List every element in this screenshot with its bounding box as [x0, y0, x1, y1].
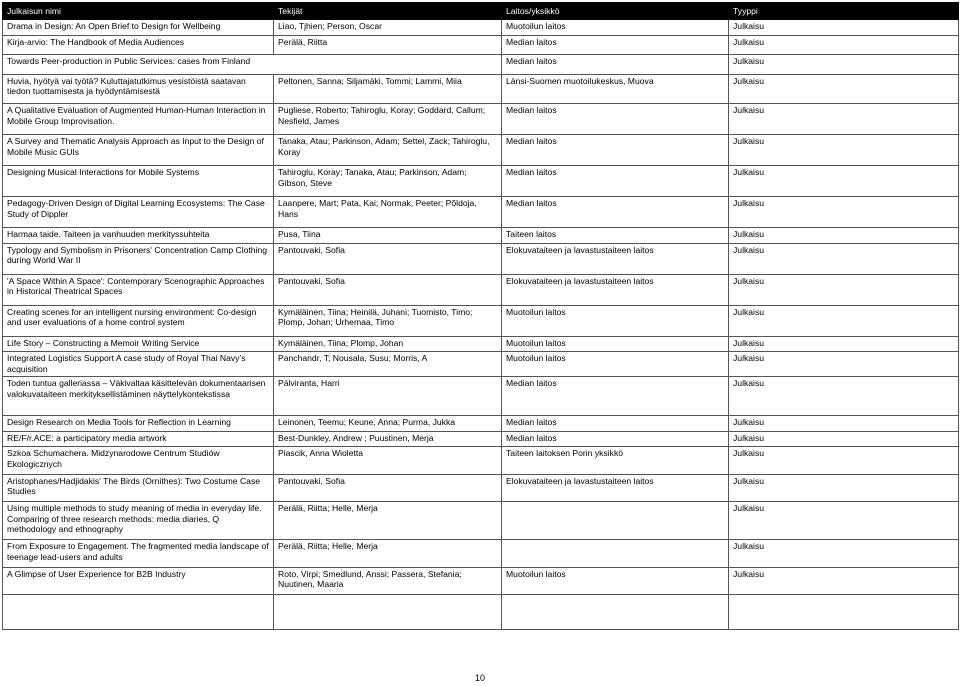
cell-authors: Liao, Tjhien; Person, Oscar [274, 20, 502, 36]
page-number: 10 [474, 673, 485, 683]
cell-authors: Tahiroglu, Koray; Tanaka, Atau; Parkinson, Adam; Gibson, Steve [274, 166, 502, 197]
empty-cell [502, 595, 729, 630]
cell-type: Julkaisu [729, 274, 959, 305]
cell-type: Julkaisu [729, 305, 959, 336]
cell-title: Typology and Symbolism in Prisoners' Concentration Camp Clothing during World War II [3, 243, 274, 274]
table-row [3, 35, 959, 55]
cell-title: Harmaa taide. Taiteen ja vanhuuden merkityssuhteita [3, 228, 274, 244]
cell-authors: Kymäläinen, Tiina; Plomp, Johan [274, 336, 502, 352]
table-row [3, 567, 959, 595]
table-row [3, 540, 959, 568]
table-row [3, 305, 959, 336]
cell-type: Julkaisu [729, 166, 959, 197]
cell-type: Julkaisu [729, 243, 959, 274]
cell-authors: Perälä, Riitta; Helle, Merja [274, 502, 502, 540]
table-row [3, 416, 959, 432]
cell-unit [502, 502, 729, 540]
table-row [3, 243, 959, 274]
cell-title: A Survey and Thematic Analysis Approach as Input to the Design of Mobile Music GUIs [3, 135, 274, 166]
cell-type: Julkaisu [729, 540, 959, 568]
table-row [3, 431, 959, 447]
cell-type: Julkaisu [729, 228, 959, 244]
cell-title: A Qualitative Evaluation of Augmented Human-Human Interaction in Mobile Group Improvisation. [3, 104, 274, 135]
empty-cell [3, 595, 274, 630]
empty-cell [729, 595, 959, 630]
cell-title: Integrated Logistics Support A case study of Royal Thai Navy’s acquisition [3, 352, 274, 377]
cell-type: Julkaisu [729, 35, 959, 55]
cell-type: Julkaisu [729, 567, 959, 595]
cell-unit: Elokuvataiteen ja lavastustaiteen laitos [502, 243, 729, 274]
cell-type: Julkaisu [729, 197, 959, 228]
table-row [3, 502, 959, 540]
cell-title: Creating scenes for an intelligent nursing environment: Co-design and user evaluations of a home control system [3, 305, 274, 336]
cell-title: A Glimpse of User Experience for B2B Industry [3, 567, 274, 595]
table-row [3, 20, 959, 36]
cell-unit: Median laitos [502, 104, 729, 135]
cell-type: Julkaisu [729, 431, 959, 447]
cell-authors: Peltonen, Sanna; Siljamäki, Tommi; Lammi, Miia [274, 74, 502, 104]
cell-type: Julkaisu [729, 336, 959, 352]
cell-type: Julkaisu [729, 447, 959, 475]
header-title: Julkaisun nimi [3, 3, 274, 20]
cell-title: Life Story – Constructing a Memoir Writing Service [3, 336, 274, 352]
publications-table [2, 2, 959, 630]
cell-title: Drama in Design: An Open Brief to Design for Wellbeing [3, 20, 274, 36]
cell-title: Szkoa Schumachera. Midzynarodowe Centrum Studiów Ekologicznych [3, 447, 274, 475]
table-row [3, 377, 959, 416]
cell-unit: Median laitos [502, 55, 729, 75]
header-row [3, 3, 959, 20]
cell-title: RE/F/r.ACE: a participatory media artwork [3, 431, 274, 447]
table-row [3, 474, 959, 502]
cell-authors: Laanpere, Mart; Pata, Kai; Normak, Peeter; Põldoja, Hans [274, 197, 502, 228]
header-unit: Laitos/yksikkö [502, 3, 729, 20]
empty-row [3, 595, 959, 630]
cell-authors: Leinonen, Teemu; Keune, Anna; Purma, Jukka [274, 416, 502, 432]
cell-unit: Muotoilun laitos [502, 336, 729, 352]
cell-unit: Muotoilun laitos [502, 567, 729, 595]
cell-unit: Median laitos [502, 35, 729, 55]
cell-authors: Pugliese, Roberto; Tahiroglu, Koray; Goddard, Callum; Nesfield, James [274, 104, 502, 135]
cell-unit: Muotoilun laitos [502, 352, 729, 377]
table-row [3, 55, 959, 75]
cell-unit: Median laitos [502, 431, 729, 447]
cell-authors: Pantouvaki, Sofia [274, 274, 502, 305]
cell-authors: Roto, Virpi; Smedlund, Anssi; Passera, Stefania; Nuutinen, Maaria [274, 567, 502, 595]
cell-unit: Taiteen laitoksen Porin yksikkö [502, 447, 729, 475]
cell-type: Julkaisu [729, 416, 959, 432]
table-row [3, 336, 959, 352]
cell-authors: Panchandr, T; Nousala, Susu; Morris, A [274, 352, 502, 377]
cell-title: 'A Space Within A Space': Contemporary Scenographic Approaches in Historical Theatrical Spaces [3, 274, 274, 305]
cell-unit: Elokuvataiteen ja lavastustaiteen laitos [502, 274, 729, 305]
cell-authors: Pantouvaki, Sofia [274, 474, 502, 502]
cell-type: Julkaisu [729, 74, 959, 104]
table-row [3, 135, 959, 166]
cell-type: Julkaisu [729, 104, 959, 135]
cell-unit: Median laitos [502, 197, 729, 228]
table-row [3, 228, 959, 244]
table-row [3, 166, 959, 197]
cell-title: Kirja-arvio: The Handbook of Media Audiences [3, 35, 274, 55]
cell-unit: Muotoilun laitos [502, 20, 729, 36]
cell-title: Towards Peer-production in Public Services: cases from Finland [3, 55, 502, 75]
table-row [3, 352, 959, 377]
cell-unit: Median laitos [502, 135, 729, 166]
header-type: Tyyppi [729, 3, 959, 20]
table-row [3, 447, 959, 475]
cell-type: Julkaisu [729, 20, 959, 36]
cell-title: Huvia, hyötyä vai työtä? Kuluttajatutkimus vesistöistä saatavan tiedon tuottamisesta ja hyödyntämisestä [3, 74, 274, 104]
cell-authors: Best-Dunkley, Andrew ; Puustinen, Merja [274, 431, 502, 447]
cell-type: Julkaisu [729, 502, 959, 540]
cell-unit: Median laitos [502, 416, 729, 432]
cell-type: Julkaisu [729, 55, 959, 75]
cell-unit: Muotoilun laitos [502, 305, 729, 336]
cell-title: Using multiple methods to study meaning of media in everyday life. Comparing of three research methods: media diaries, Q methodology and ethnography [3, 502, 274, 540]
cell-unit: Elokuvataiteen ja lavastustaiteen laitos [502, 474, 729, 502]
cell-authors: Pälviranta, Harri [274, 377, 502, 416]
table-row [3, 104, 959, 135]
cell-title: Designing Musical Interactions for Mobile Systems [3, 166, 274, 197]
cell-unit: Median laitos [502, 166, 729, 197]
table-row [3, 74, 959, 104]
cell-authors: Kymäläinen, Tiina; Heinilä, Juhani; Tuomisto, Timo; Plomp, Johan; Urhemaa, Timo [274, 305, 502, 336]
table-row [3, 274, 959, 305]
cell-type: Julkaisu [729, 135, 959, 166]
cell-title: Pedagogy-Driven Design of Digital Learning Ecosystems: The Case Study of Dippler [3, 197, 274, 228]
cell-authors: Perälä, Riitta [274, 35, 502, 55]
cell-authors: Piascik, Anna Wioletta [274, 447, 502, 475]
header-authors: Tekijät [274, 3, 502, 20]
cell-unit: Länsi-Suomen muotoilukeskus, Muova [502, 74, 729, 104]
cell-type: Julkaisu [729, 377, 959, 416]
cell-authors: Pusa, Tiina [274, 228, 502, 244]
empty-cell [274, 595, 502, 630]
cell-unit: Taiteen laitos [502, 228, 729, 244]
table-row [3, 197, 959, 228]
cell-title: From Exposure to Engagement. The fragmented media landscape of teenage lead-users and adults [3, 540, 274, 568]
cell-title: Design Research on Media Tools for Reflection in Learning [3, 416, 274, 432]
cell-type: Julkaisu [729, 352, 959, 377]
cell-authors: Perälä, Riitta; Helle, Merja [274, 540, 502, 568]
cell-authors: Pantouvaki, Sofia [274, 243, 502, 274]
cell-authors: Tanaka, Atau; Parkinson, Adam; Settel, Zack; Tahiroglu, Koray [274, 135, 502, 166]
cell-unit [502, 540, 729, 568]
cell-unit: Median laitos [502, 377, 729, 416]
cell-type: Julkaisu [729, 474, 959, 502]
cell-title: Toden tuntua galleriassa – Väkivaltaa käsittelevän dokumentaarisen valokuvataiteen merkityksellistäminen näyttelykontekstissa [3, 377, 274, 416]
cell-title: Aristophanes/Hadjidakis' The Birds (Ornithes): Two Costume Case Studies [3, 474, 274, 502]
